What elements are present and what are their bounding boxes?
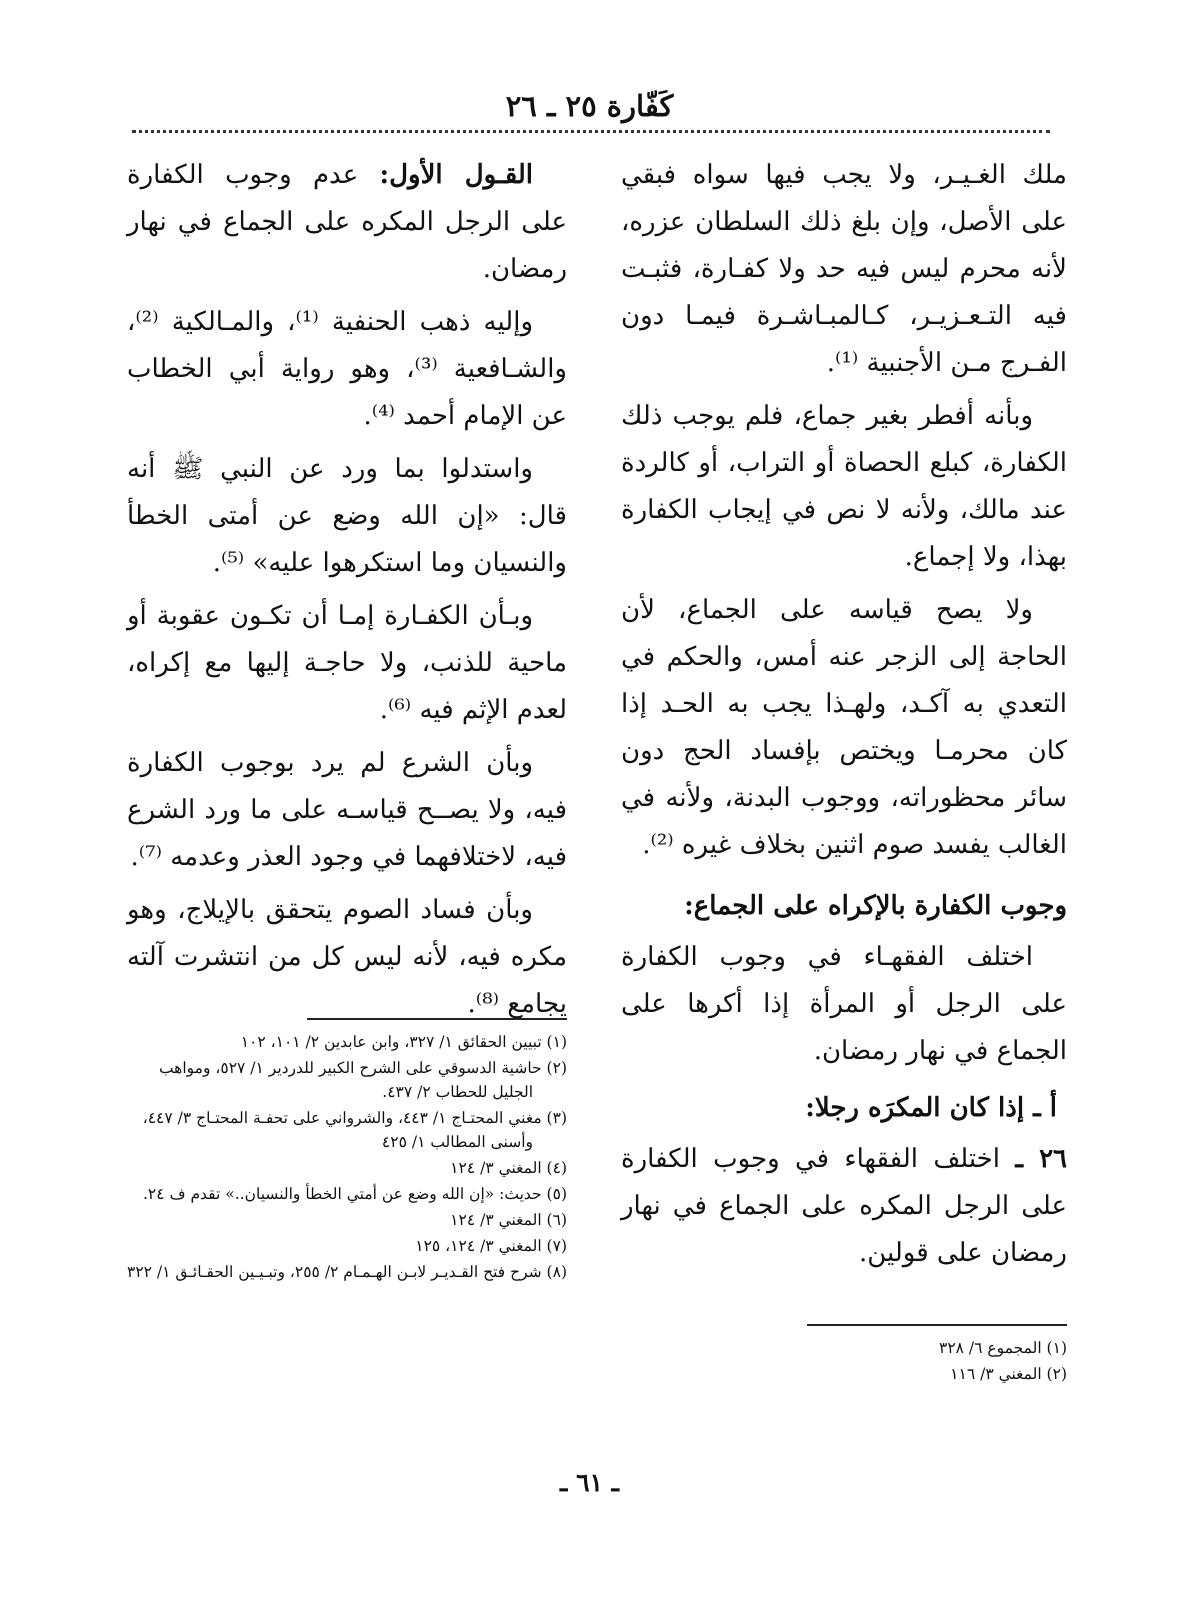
first-opinion-text: عدم وجوب الكفارة على الرجل المكره على الجماع في نهار رمضان.: [127, 160, 567, 284]
footnotes-left: [127, 1018, 567, 1286]
right-column: [621, 152, 1067, 1283]
left-column: [127, 152, 567, 1034]
page-title: كَفّارة ٢٥ ـ ٢٦: [505, 89, 674, 123]
left-paragraph-3: واستدلوا بما ورد عن النبي ﷺ أنه قال: «إن الله وضع عن أمتى الخطأ والنسيان وما استكرهوا عليه» ⁽⁵⁾.: [127, 454, 567, 578]
sub-heading: أ ـ إذا كان المكرَه رجلا:: [805, 1093, 1057, 1123]
left-paragraph-4: وبـأن الكفـارة إمـا أن تكـون عقوبة أو ماحية للذنب، ولا حاجـة إليها مع إكراه، لعدم الإثم فيه ⁽⁶⁾.: [127, 601, 567, 725]
footnote: (٢) المغني ٣/ ١١٦: [950, 1365, 1067, 1383]
footnote: (٢) حاشية الدسوقي على الشرح الكبير للدردير ١/ ٥٢٧، ومواهب الجليل للحطاب ٢/ ٤٣٧.: [158, 1059, 567, 1101]
left-paragraph-2: وإليه ذهب الحنفية ⁽¹⁾، والمـالكية ⁽²⁾، والشـافعية ⁽³⁾، وهو رواية أبي الخطاب عن الإمام أحمد ⁽⁴⁾.: [127, 307, 567, 431]
left-paragraph-1: [127, 152, 567, 293]
footnote: (٥) حديث: «إن الله وضع عن أمتي الخطأ والنسيان..» تقدم ف ٢٤.: [142, 1185, 567, 1203]
numbered-paragraph-text: اختلف الفقهاء في وجوب الكفارة على الرجل المكره على الجماع في نهار رمضان على قولين.: [621, 1144, 1067, 1268]
footnote-rule: [307, 1018, 567, 1020]
section-heading: وجوب الكفارة بالإكراه على الجماع:: [684, 891, 1067, 921]
right-paragraph-3: ولا يصح قياسه على الجماع، لأن الحاجة إلى الزجر عنه أمس، والحكم في التعدي به آكـد، ولهـذا يجب به الحـد إذا كان محرمـا ويختص بإفساد الحج دون سائر محظوراته، ووجوب البدنة، ولأنه في الغالب يفسد صوم اثنين بخلاف غيره ⁽²⁾.: [621, 595, 1067, 860]
footnotes-right: [621, 1324, 1067, 1388]
right-paragraph-2: وبأنه أفطر بغير جماع، فلم يوجب ذلك الكفارة، كبلع الحصاة أو التراب، أو كالردة عند مالك، ولأنه لا نص في إيجاب الكفارة بهذا، ولا إجماع.: [621, 401, 1067, 572]
first-opinion-label: القـول الأول:: [379, 160, 533, 190]
footnote: (٧) المغني ٣/ ١٢٤، ١٢٥: [415, 1237, 567, 1255]
numbered-paragraph: [621, 1136, 1067, 1277]
footnote: (١) تبيين الحقائق ١/ ٣٢٧، وابن عابدين ٢/ ١٠١، ١٠٢: [240, 1033, 567, 1051]
left-paragraph-5: وبأن الشرع لم يرد بوجوب الكفارة فيه، ولا يصــح قياسـه على ما ورد الشرع فيه، لاختلافهما في وجود العذر وعدمه ⁽⁷⁾.: [127, 748, 567, 872]
page-number: ـ ٦١ ـ: [560, 1468, 619, 1497]
footnote: (٣) مغني المحتـاج ١/ ٤٤٣، والشرواني على تحفـة المحتـاج ٣/ ٤٤٧، وأسنى المطالب ١/ ٤٢٥: [142, 1109, 567, 1151]
footnote-rule: [807, 1324, 1067, 1326]
footnote: (٤) المغني ٣/ ١٢٤: [450, 1159, 567, 1177]
right-paragraph-4: اختلف الفقهـاء في وجوب الكفارة على الرجل أو المرأة إذا أكرها على الجماع في نهار رمضان.: [621, 942, 1067, 1066]
right-paragraph-1: ملك الغـيـر، ولا يجب فيها سواه فبقي على الأصل، وإن بلغ ذلك السلطان عزره، لأنه محرم ليس فيه حد ولا كفـارة، فثبـت فيه التـعـزيـر، كـالمبـاشـرة فيمـا دون الفـرج مـن الأجنبية ⁽¹⁾.: [621, 160, 1067, 378]
left-paragraph-6: وبأن فساد الصوم يتحقق بالإيلاج، وهو مكره فيه، لأنه ليس كل من انتشرت آلته يجامع ⁽⁸⁾.: [127, 895, 567, 1019]
paragraph-number: ٢٦ ـ: [1015, 1144, 1067, 1174]
footnote: (١) المجموع ٦/ ٣٢٨: [939, 1339, 1067, 1357]
header-dotted-rule: [132, 130, 1050, 133]
footnote: (٨) شرح فتح القـديـر لابـن الهـمـام ٢/ ٢٥٥، وتبـيـين الحقـائـق ١/ ٣٢٢: [127, 1263, 567, 1281]
footnote: (٦) المغني ٣/ ١٢٤: [450, 1211, 567, 1229]
